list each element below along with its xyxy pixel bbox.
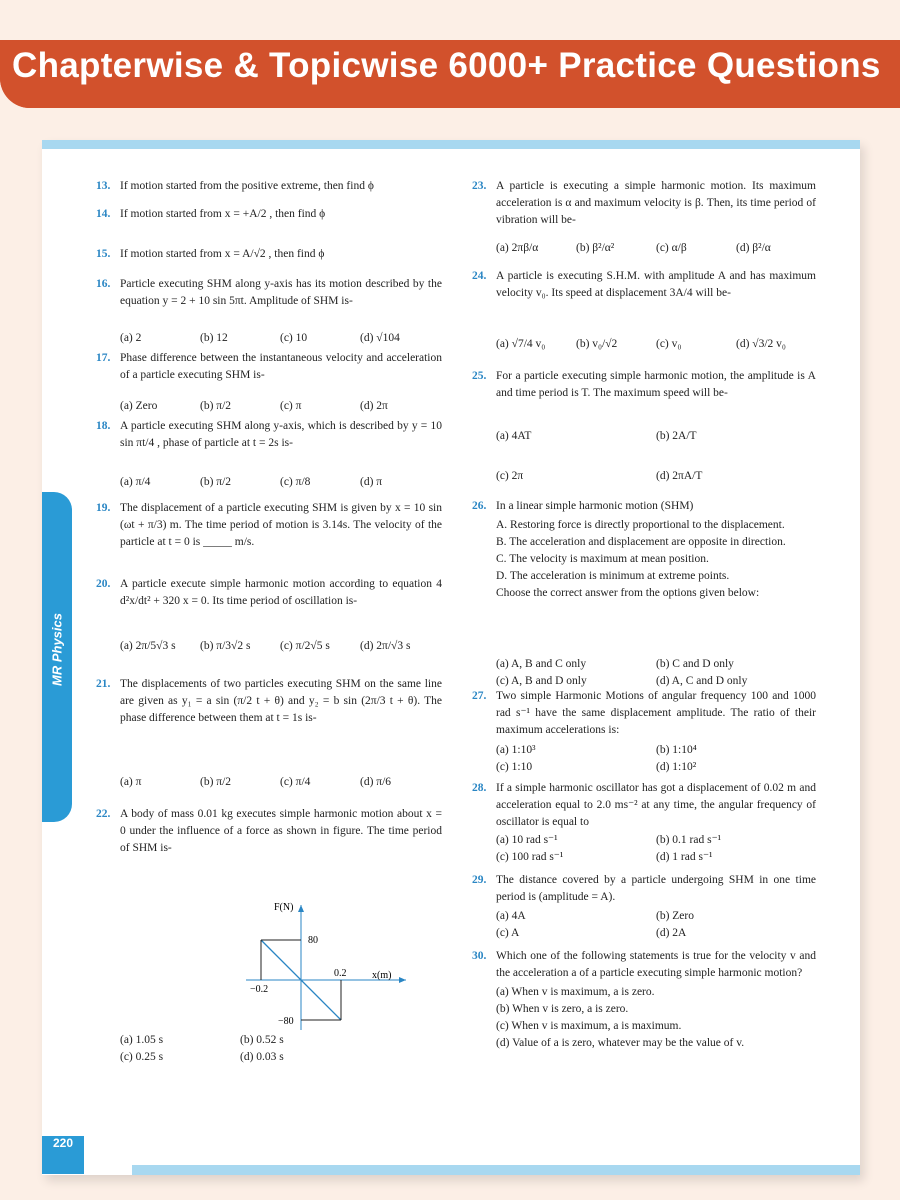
- question-text: A particle executing SHM along y-axis, which is described by y = 10 sin πt/4 , phase of particle at t = 2s is-: [120, 420, 442, 449]
- option: (a) 2πβ/α: [496, 242, 539, 254]
- question-24: [472, 268, 816, 350]
- option: (a) 4AT: [496, 430, 532, 442]
- question-number: 13.: [96, 180, 111, 192]
- option: (d) 2π: [360, 400, 388, 412]
- question-number: 25.: [472, 370, 487, 382]
- question-16: [96, 276, 442, 344]
- question-number: 30.: [472, 950, 487, 962]
- option: (b) C and D only: [656, 658, 734, 670]
- options: [496, 240, 816, 257]
- option: (d) √104: [360, 332, 400, 344]
- options: [496, 428, 816, 485]
- question-number: 20.: [96, 578, 111, 590]
- question-text: A particle is executing a simple harmonic motion. Its maximum acceleration is α and maximum velocity is β. Then, its time period of vibration will be-: [496, 180, 816, 226]
- banner-title: Chapterwise & Topicwise 6000+ Practice Questions: [12, 46, 881, 85]
- x-axis-label: x(m): [372, 970, 392, 981]
- question-20: [96, 576, 442, 652]
- y-top-tick: 80: [308, 935, 318, 946]
- option: (d) π/6: [360, 776, 392, 788]
- option: (c) 0.25 s: [120, 1051, 164, 1063]
- question-text: A body of mass 0.01 kg executes simple harmonic motion about x = 0 under the influence of a force as shown in figure. The time period of SHM is-: [120, 808, 442, 854]
- x-left-tick: −0.2: [250, 984, 269, 995]
- x-right-tick: 0.2: [334, 968, 347, 979]
- option: (c) π/8: [280, 476, 311, 488]
- option: (c) 2π: [496, 470, 524, 482]
- question-text: The distance covered by a particle undergoing SHM in one time period is (amplitude = A).: [496, 874, 816, 903]
- option: (a) 1:10³: [496, 744, 536, 756]
- option: (d) √3/2 v₀: [736, 338, 786, 350]
- option: (c) When v is maximum, a is maximum.: [496, 1020, 682, 1032]
- option: (c) π: [280, 400, 302, 412]
- option: (d) β²/α: [736, 242, 771, 254]
- option: (d) Value of a is zero, whatever may be the value of v.: [496, 1037, 745, 1049]
- option: (a) 10 rad s⁻¹: [496, 834, 558, 846]
- question-21: [96, 676, 442, 788]
- question-text: If motion started from x = +A/2 , then find ϕ: [120, 208, 326, 220]
- option: (a) A, B and C only: [496, 658, 587, 670]
- question-29: [472, 872, 816, 939]
- option: (c) π/4: [280, 776, 311, 788]
- top-stripe: [42, 140, 860, 149]
- options: [120, 638, 440, 655]
- instruction: Choose the correct answer from the options given below:: [496, 587, 760, 599]
- question-text: If motion started from the positive extreme, then find ϕ: [120, 180, 374, 192]
- option: (c) 10: [280, 332, 308, 344]
- question-text: In a linear simple harmonic motion (SHM): [496, 500, 694, 512]
- question-23: [472, 178, 816, 254]
- option: (d) 1:10²: [656, 761, 697, 773]
- options: [496, 336, 816, 353]
- option: (d) A, C and D only: [656, 675, 748, 687]
- statement: C. The velocity is maximum at mean position.: [496, 553, 709, 565]
- question-14: [96, 206, 442, 223]
- question-19: [96, 500, 442, 551]
- option: (d) 2π/√3 s: [360, 640, 411, 652]
- options: [120, 774, 440, 791]
- question-text: A particle execute simple harmonic motion according to equation 4 d²x/dt² + 320 x = 0. Its time period of oscillation is-: [120, 578, 442, 607]
- option: (b) 0.52 s: [240, 1034, 284, 1046]
- option: (d) π: [360, 476, 383, 488]
- options: [496, 742, 816, 776]
- question-number: 23.: [472, 180, 487, 192]
- y-axis-arrow: [298, 905, 304, 912]
- option: (b) 12: [200, 332, 228, 344]
- force-displacement-graph: [236, 900, 416, 1040]
- option: (a) 1.05 s: [120, 1034, 164, 1046]
- question-25: [472, 368, 816, 482]
- option: (c) α/β: [656, 242, 687, 254]
- option: (c) π/2√5 s: [280, 640, 330, 652]
- question-13: [96, 178, 442, 195]
- options: [120, 330, 440, 347]
- option: (a) π: [120, 776, 142, 788]
- option: (a) π/4: [120, 476, 151, 488]
- option: (c) 1:10: [496, 761, 533, 773]
- option: (d) 1 rad s⁻¹: [656, 851, 713, 863]
- option: (a) 2π/5√3 s: [120, 640, 176, 652]
- question-text: The displacement of a particle executing SHM is given by x = 10 sin (ωt + π/3) m. The time period of motion is 3.14s. The velocity of the particle at t = 0 is _____ m/s.: [120, 502, 442, 548]
- x-axis-arrow: [399, 977, 406, 983]
- option: (c) A: [496, 927, 520, 939]
- question-26: [472, 498, 816, 687]
- question-18: [96, 418, 442, 488]
- question-number: 14.: [96, 208, 111, 220]
- question-number: 26.: [472, 500, 487, 512]
- question-number: 21.: [96, 678, 111, 690]
- option: (c) 100 rad s⁻¹: [496, 851, 564, 863]
- question-number: 15.: [96, 248, 111, 260]
- options: [120, 398, 440, 415]
- y-axis-label: F(N): [274, 902, 294, 913]
- question-number: 24.: [472, 270, 487, 282]
- option: (c) A, B and D only: [496, 675, 587, 687]
- option: (a) √7/4 v₀: [496, 338, 546, 350]
- question-number: 29.: [472, 874, 487, 886]
- question-text: Which one of the following statements is true for the velocity v and the acceleration a of a particle executing simple harmonic motion?: [496, 950, 816, 979]
- question-number: 16.: [96, 278, 111, 290]
- option: (b) 1:10⁴: [656, 744, 697, 756]
- question-15: [96, 246, 442, 263]
- option: (a) 2: [120, 332, 142, 344]
- options: [496, 908, 816, 942]
- statement: A. Restoring force is directly proportional to the displacement.: [496, 519, 785, 531]
- question-text: Two simple Harmonic Motions of angular frequency 100 and 1000 rad s⁻¹ have the same displacement amplitude. The ratio of their maximum accelerations is:: [496, 690, 816, 736]
- question-number: 28.: [472, 782, 487, 794]
- option: (b) π/3√2 s: [200, 640, 251, 652]
- page-number: 220: [42, 1136, 84, 1174]
- question-30: [472, 948, 816, 1052]
- question-number: 27.: [472, 690, 487, 702]
- y-bottom-tick: −80: [278, 1016, 294, 1027]
- option: (b) π/2: [200, 776, 232, 788]
- option: (c) v₀: [656, 338, 682, 350]
- question-number: 19.: [96, 502, 111, 514]
- option: (d) 2A: [656, 927, 687, 939]
- side-tab-label: MR Physics: [49, 613, 65, 686]
- question-text: For a particle executing simple harmonic motion, the amplitude is A and time period is T. The maximum speed will be-: [496, 370, 816, 399]
- question-text: If motion started from x = A/√2 , then find ϕ: [120, 248, 325, 260]
- options: [496, 656, 816, 690]
- option: (a) Zero: [120, 400, 158, 412]
- option: (b) v₀/√2: [576, 338, 618, 350]
- question-text: Particle executing SHM along y-axis has its motion described by the equation y = 2 + 10 sin 5πt. Amplitude of SHM is-: [120, 278, 442, 307]
- option: (b) 0.1 rad s⁻¹: [656, 834, 722, 846]
- book-page: [42, 140, 860, 1175]
- question-text: Phase difference between the instantaneous velocity and acceleration of a particle executing SHM is-: [120, 352, 442, 381]
- option: (b) π/2: [200, 476, 232, 488]
- statement: B. The acceleration and displacement are opposite in direction.: [496, 536, 786, 548]
- question-number: 22.: [96, 808, 111, 820]
- question-text: If a simple harmonic oscillator has got a displacement of 0.02 m and acceleration equal to 2.0 ms⁻² at any time, the angular frequency of oscillator is equal to: [496, 782, 816, 828]
- question-number: 18.: [96, 420, 111, 432]
- question-28: [472, 780, 816, 863]
- side-tab: [42, 492, 72, 822]
- option: (b) 2A/T: [656, 430, 697, 442]
- option: (a) When v is maximum, a is zero.: [496, 986, 655, 998]
- question-text: The displacements of two particles executing SHM on the same line are given as y₁ = a sin (π/2 t + θ) and y₂ = b sin (2π/3 t + θ). The phase difference between them at t = 1s is-: [120, 678, 442, 724]
- question-text: A particle is executing S.H.M. with amplitude A and has maximum velocity v₀. Its speed at displacement 3A/4 will be-: [496, 270, 816, 299]
- option: (b) π/2: [200, 400, 232, 412]
- statement: D. The acceleration is minimum at extreme points.: [496, 570, 730, 582]
- option: (d) 0.03 s: [240, 1051, 284, 1063]
- options: [120, 474, 440, 491]
- option: (a) 4A: [496, 910, 526, 922]
- question-27: [472, 688, 816, 773]
- option: (d) 2πA/T: [656, 470, 703, 482]
- option: (b) When v is zero, a is zero.: [496, 1003, 629, 1015]
- option: (b) Zero: [656, 910, 694, 922]
- question-number: 17.: [96, 352, 111, 364]
- options: [496, 832, 816, 866]
- question-17: [96, 350, 442, 412]
- bottom-stripe: [132, 1165, 860, 1175]
- option: (b) β²/α²: [576, 242, 615, 254]
